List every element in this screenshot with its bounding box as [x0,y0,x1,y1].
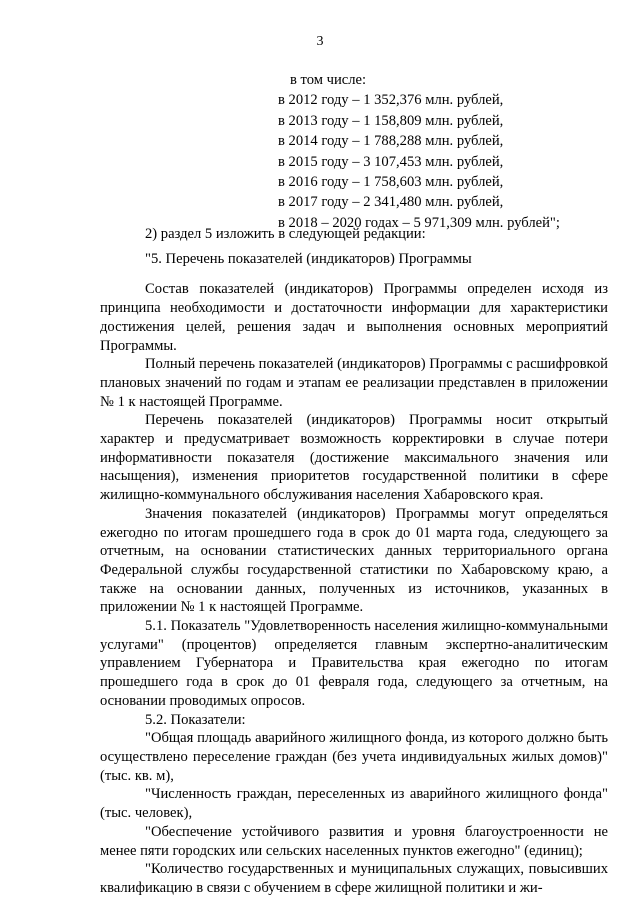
paragraph-composition: Состав показателей (индикаторов) Программы определен исходя из принципа необходимости и достаточности информации для характеристики достижения целей, решения задач и выполнения основных мероприятий Программы. [100,281,608,354]
financing-year-2012: в 2012 году – 1 352,376 млн. рублей, [278,92,504,109]
page-number: 3 [316,34,324,49]
financing-by-year-list [278,70,560,233]
indicator-resettled-citizens: "Численность граждан, переселенных из аварийного жилищного фонда" (тыс. человек), [100,786,608,822]
paragraph-values: Значения показателей (индикаторов) Программы могут определяться ежегодно по итогам прошедшего года в срок до 01 марта года, следующего за отчетным, на основании статистических данных территориального органа Федеральной службы государственной статистики по Хабаровскому краю, а также на основании данных, полученных из источников, указанных в приложении № 1 к настоящей Программе. [100,505,608,616]
paragraph-open-list: Перечень показателей (индикаторов) Программы носит открытый характер и предусматривает возможность корректировки в случае потери информативности показателя (достижение максимального значения или насыщения), изменения приоритетов государственной политики в сфере жилищно-коммунального обслуживания населения Хабаровского края. [100,412,608,504]
paragraph-5-1: 5.1. Показатель "Удовлетворенность населения жилищно-коммунальными услугами" (процентов) определяется главным экспертно-аналитическим управлением Губернатора и Правительства края ежегодно по итогам прошедшего года в срок до 01 февраля года, следующего за отчетным, на основании проводимых опросов. [100,618,608,709]
indicator-settlement-development: "Обеспечение устойчивого развития и уровня благоустроенности не менее пяти городских или сельских населенных пунктов ежегодно" (единиц); [100,823,608,859]
document-body [100,225,608,898]
amendment-intro: 2) раздел 5 изложить в следующей редакции: [145,226,426,242]
financing-year-2014: в 2014 году – 1 788,288 млн. рублей, [278,133,504,150]
indicator-civil-servants-training: "Количество государственных и муниципальных служащих, повысивших квалификацию в связи с обучением в сфере жилищной политики и жи- [100,861,608,896]
financing-years-2018-2020: в 2018 – 2020 годах – 5 971,309 млн. рублей"; [278,214,560,231]
paragraph-5-2: 5.2. Показатели: [145,711,246,728]
financing-heading: в том числе: [290,72,367,88]
financing-year-2017: в 2017 году – 2 341,480 млн. рублей, [278,194,504,211]
section-heading: "5. Перечень показателей (индикаторов) Программы [145,250,472,267]
financing-year-2015: в 2015 году – 3 107,453 млн. рублей, [278,153,504,170]
financing-year-2013: в 2013 году – 1 158,809 млн. рублей, [278,112,504,129]
financing-year-2016: в 2016 году – 1 758,603 млн. рублей, [278,174,504,191]
indicator-emergency-housing-area: "Общая площадь аварийного жилищного фонда, из которого должно быть осуществлено переселение граждан (без учета индивидуальных жилых домов)" (тыс. кв. м), [100,730,608,784]
paragraph-full-list: Полный перечень показателей (индикаторов) Программы с расшифровкой плановых значений по годам и этапам ее реализации представлен в приложении № 1 к настоящей Программе. [100,356,608,410]
